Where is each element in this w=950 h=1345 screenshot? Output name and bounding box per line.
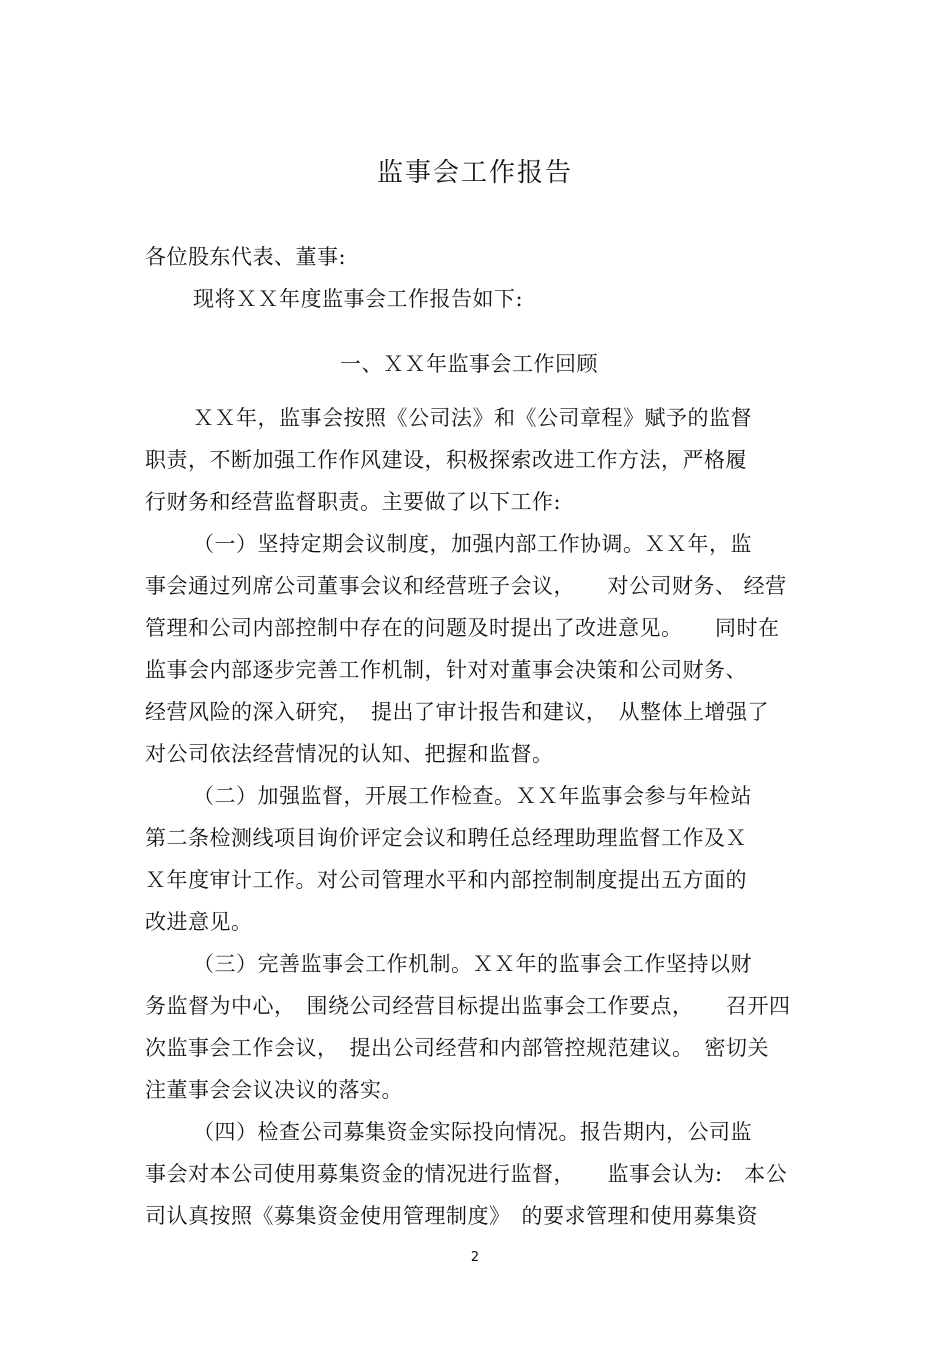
salutation: 各位股东代表、董事: [145,245,347,269]
body-line: 第二条检测线项目询价评定会议和聘任总经理助理监督工作及Ｘ [145,826,747,850]
body-line: （四）检查公司募集资金实际投向情况。报告期内，公司监 [193,1120,752,1144]
body-line: 管理和公司内部控制中存在的问题及时提出了改进意见。 同时在 [145,616,780,640]
body-line: 经营风险的深入研究， 提出了审计报告和建议， 从整体上增强了 [145,700,769,724]
section-heading: 一、ＸＸ年监事会工作回顾 [340,352,598,376]
intro-paragraph: 现将ＸＸ年度监事会工作报告如下: [193,287,524,311]
body-line: （二）加强监督，开展工作检查。ＸＸ年监事会参与年检站 [193,784,752,808]
body-line: 事会通过列席公司董事会议和经营班子会议， 对公司财务、 经营 [145,574,787,598]
body-line: 注董事会会议决议的落实。 [145,1078,403,1102]
body-line: 事会对本公司使用募集资金的情况进行监督， 监事会认为: 本公 [145,1162,788,1186]
body-line: 职责，不断加强工作作风建设，积极探索改进工作方法，严格履 [145,448,747,472]
body-line: 司认真按照《募集资金使用管理制度》 的要求管理和使用募集资 [145,1204,758,1228]
body-line: （一）坚持定期会议制度，加强内部工作协调。ＸＸ年，监 [193,532,752,556]
body-line: 改进意见。 [145,910,253,934]
document-title: 监事会工作报告 [376,158,573,188]
body-line: 行财务和经营监督职责。主要做了以下工作: [145,490,562,514]
page-number: 2 [470,1250,480,1265]
body-line: 次监事会工作会议， 提出公司经营和内部管控规范建议。 密切关 [145,1036,769,1060]
body-line: 务监督为中心， 围绕公司经营目标提出监事会工作要点， 召开四 [145,994,791,1018]
body-line: Ｘ年度审计工作。对公司管理水平和内部控制制度提出五方面的 [145,868,747,892]
body-line: ＸＸ年，监事会按照《公司法》和《公司章程》赋予的监督 [193,406,752,430]
body-line: 对公司依法经营情况的认知、把握和监督。 [145,742,554,766]
body-line: （三）完善监事会工作机制。ＸＸ年的监事会工作坚持以财 [193,952,752,976]
body-line: 监事会内部逐步完善工作机制，针对对董事会决策和公司财务、 [145,658,747,682]
